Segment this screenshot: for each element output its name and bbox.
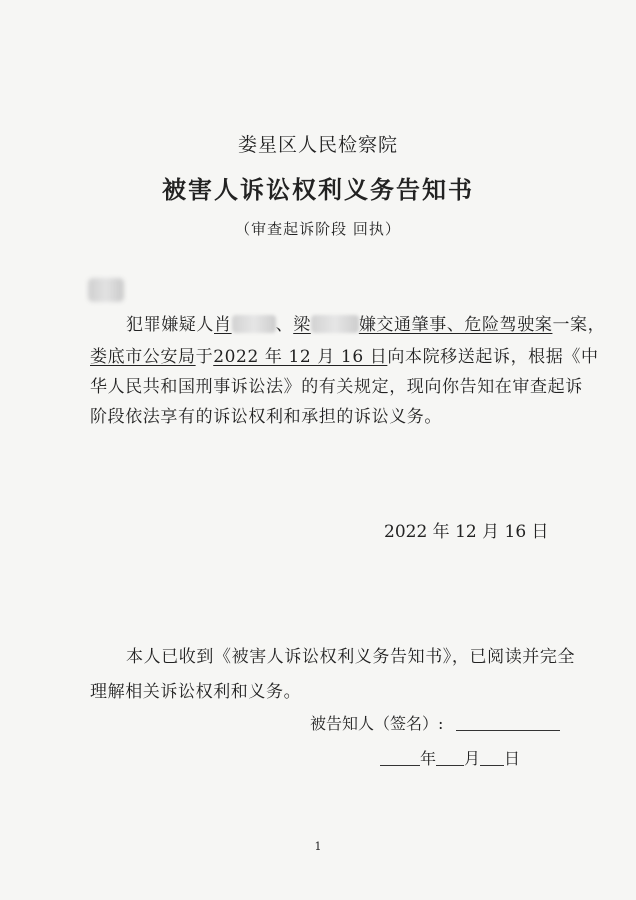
body-line-2: 娄底市公安局于2022 年 12 月 16 日向本院移送起诉，根据《中	[90, 347, 599, 367]
redacted-recipient-name	[88, 278, 124, 302]
body-prefix: 犯罪嫌疑人	[126, 315, 214, 335]
document-date: 2022 年 12 月 16 日	[384, 522, 549, 542]
document-subtitle: （审查起诉阶段 回执）	[235, 220, 401, 238]
redacted-suspect-1	[232, 315, 276, 333]
agency-name: 娄底市公安局	[90, 347, 196, 367]
signature-line[interactable]	[456, 730, 560, 731]
acknowledgment-line-1: 本人已收到《被害人诉讼权利义务告知书》，已阅读并完全	[126, 647, 576, 667]
suspect-2-name: 梁	[293, 315, 359, 335]
body-line-1-suffix: 一案，	[552, 315, 606, 335]
separator: 、	[275, 315, 294, 335]
year-blank[interactable]	[380, 765, 420, 766]
transfer-date: 2022 年 12 月 16 日	[213, 347, 388, 367]
signature-label: 被告知人（签名）:	[310, 714, 444, 733]
month-blank[interactable]	[436, 765, 464, 766]
page-number: 1	[314, 840, 322, 853]
signature-date: 年 月 日	[380, 746, 520, 769]
case-name: 嫌交通肇事、危险驾驶案	[358, 315, 553, 335]
organization-name: 娄星区人民检察院	[237, 134, 398, 156]
suspect-1-name: 肖	[214, 315, 276, 335]
body-line-4: 阶段依法享有的诉讼权利和承担的诉讼义务。	[90, 407, 442, 427]
redacted-suspect-2	[311, 315, 359, 333]
acknowledgment-line-2: 理解相关诉讼权利和义务。	[90, 682, 302, 702]
body-line-1	[126, 310, 605, 335]
day-blank[interactable]	[480, 765, 504, 766]
body-line-3: 华人民共和国刑事诉讼法》的有关规定，现向你告知在审查起诉	[90, 377, 583, 397]
document-title: 被害人诉讼权利义务告知书	[162, 175, 474, 204]
